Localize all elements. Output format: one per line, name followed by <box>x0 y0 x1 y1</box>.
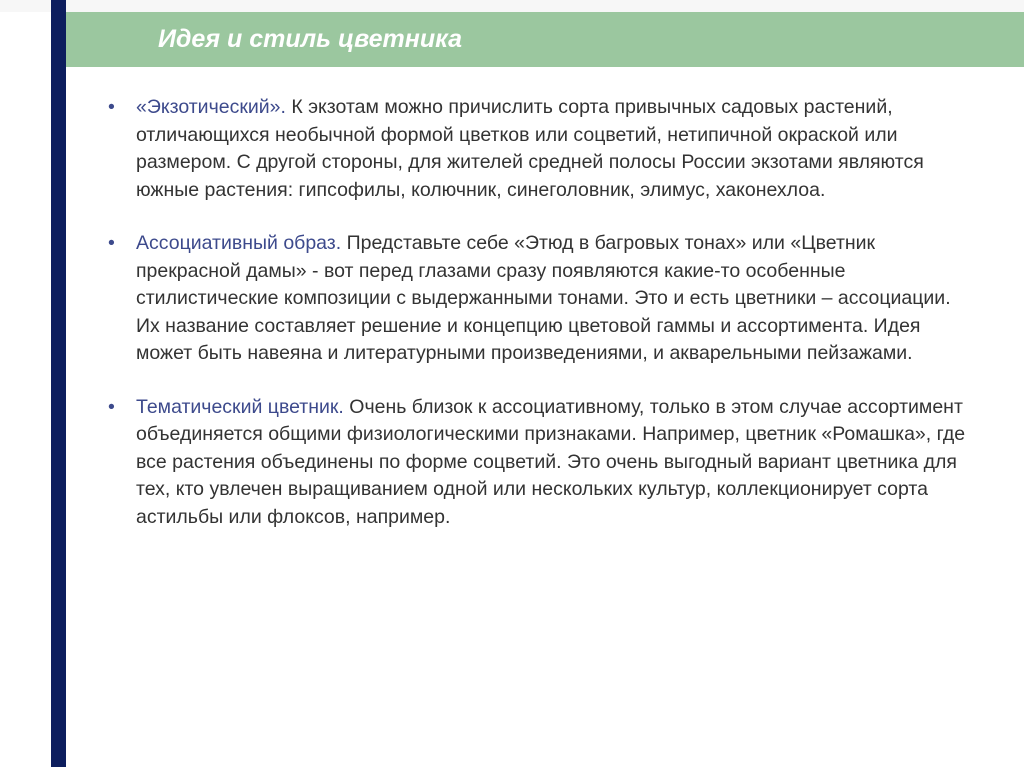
bullet-lead: Тематический цветник. <box>136 395 344 418</box>
bullet-text <box>136 230 968 368</box>
bullet-item-associative <box>108 230 968 368</box>
bullet-list <box>108 94 968 557</box>
top-strip <box>0 0 1024 12</box>
side-bar <box>51 0 66 767</box>
slide-title: Идея и стиль цветника <box>158 25 462 53</box>
bullet-marker: • <box>108 96 115 118</box>
bullet-item-exotic <box>108 94 968 204</box>
bullet-marker: • <box>108 232 115 254</box>
bullet-body: Очень близок к ассоциативному, только в этом случае ассортимент объединяется общими физиологическими признаками. Например, цветник «Ромашка», где все растения объединены по форме соцветий. Это очень выгодный вариант цветника для тех, кто увлечен выращиванием одной или нескольких культур, коллекционирует сорта астильбы или флоксов, например. <box>136 395 966 528</box>
bullet-body: Представьте себе «Этюд в багровых тонах» или «Цветник прекрасной дамы» - вот перед глазами сразу появляются какие-то особенные стилистические композиции с выдержанными тонами. Это и есть цветники – ассоциации. Их название составляет решение и концепцию цветовой гаммы и ассортимента. Идея может быть навеяна и литературными произведениями, и акварельными пейзажами. <box>136 232 951 364</box>
bullet-body: К экзотам можно причислить сорта привычных садовых растений, отличающихся необычной формой цветков или соцветий, нетипичной окраской или размером. С другой стороны, для жителей средней полосы России экзотами являются южные растения: гипсофилы, колючник, синеголовник, элимус, хаконехлоа. <box>136 96 924 201</box>
bullet-text <box>136 94 968 204</box>
bullet-lead: «Экзотический». <box>136 96 286 118</box>
bullet-text <box>136 394 968 532</box>
bullet-item-thematic <box>108 394 968 532</box>
bullet-lead: Ассоциативный образ. <box>136 232 342 254</box>
bullet-marker: • <box>108 395 115 418</box>
